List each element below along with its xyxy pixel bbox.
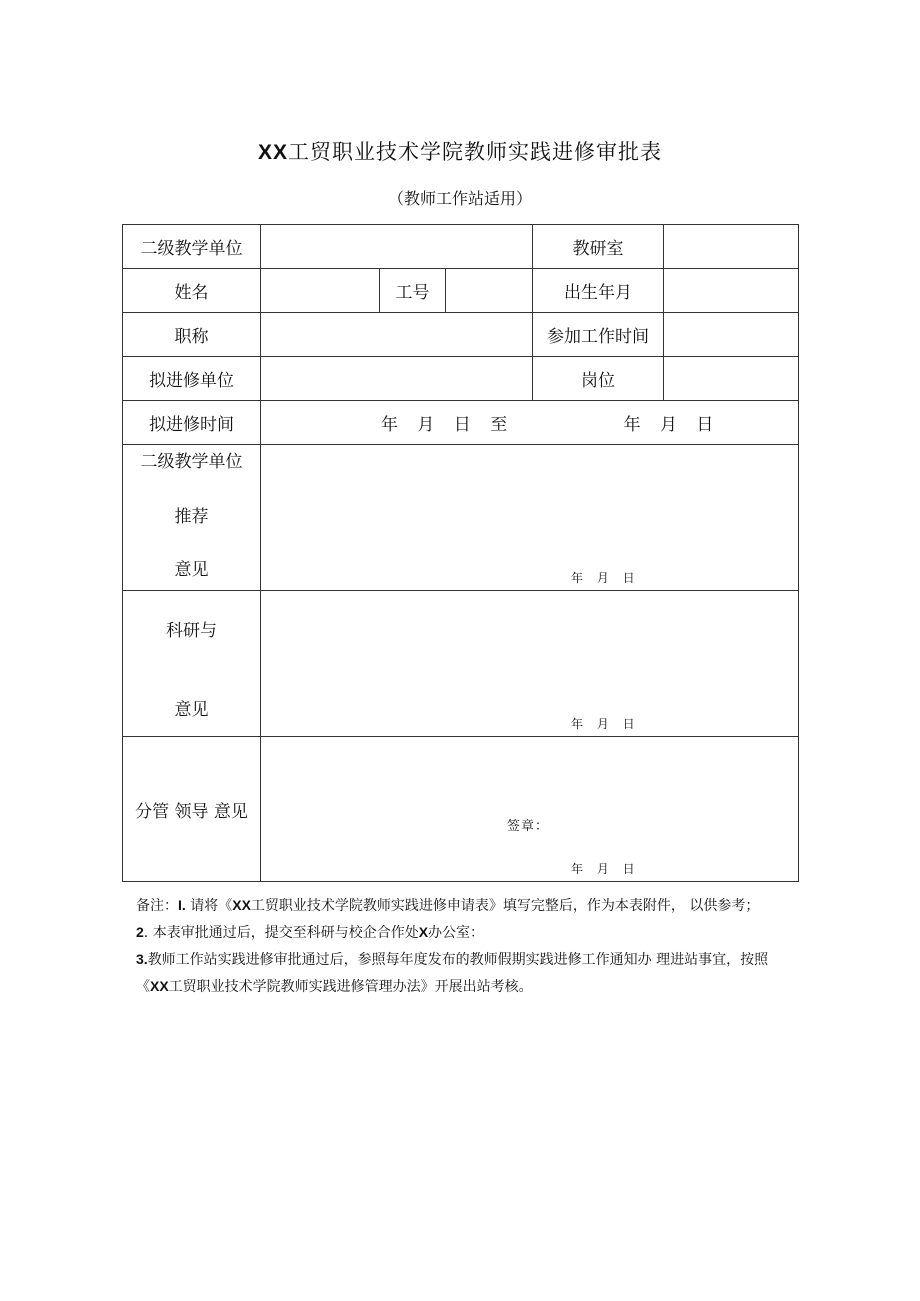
dept-opinion-field[interactable]	[261, 445, 799, 591]
period-to: 年 月 日	[623, 415, 721, 435]
title-field[interactable]	[261, 313, 533, 357]
dept-opinion-label	[123, 445, 261, 591]
research-opinion-label	[123, 591, 261, 737]
research-opinion-date: 年 月 日	[571, 717, 640, 731]
dept-opinion-line2: 推荐	[174, 507, 209, 527]
office-field[interactable]	[664, 225, 799, 269]
post-field[interactable]	[664, 357, 799, 401]
page-title	[0, 136, 920, 166]
birth-label: 出生年月	[533, 269, 664, 313]
leader-opinion-field[interactable]	[261, 737, 799, 882]
note-2-text-a: . 本表审批通过后，提交至科研与校企合作处	[143, 925, 419, 941]
note-3-text-b: 工贸职业技术学院教师实践进修管理办法》开展出站考核。	[168, 979, 533, 995]
note-1-text-a: 请将《	[185, 898, 233, 914]
note-2-text-b: 办公室：	[428, 925, 485, 941]
post-label: 岗位	[533, 357, 664, 401]
note-2-x: X	[418, 924, 429, 940]
seal-label: 签章：	[507, 819, 550, 834]
note-3-num: 3.	[136, 951, 148, 967]
leader-opinion-label: 分管 领导 意见	[123, 737, 261, 882]
note-1-xx: XX	[232, 897, 251, 913]
note-2	[136, 919, 796, 946]
name-field[interactable]	[261, 269, 380, 313]
dept-label: 二级教学单位	[123, 225, 261, 269]
work-start-field[interactable]	[664, 313, 799, 357]
target-unit-label: 拟进修单位	[123, 357, 261, 401]
title-prefix: XX	[257, 141, 288, 164]
note-1-num: I.	[178, 897, 186, 913]
approval-form-table	[122, 224, 799, 882]
id-label: 工号	[380, 269, 446, 313]
note-1	[136, 892, 796, 919]
research-opinion-line1: 科研与	[166, 621, 217, 641]
name-label: 姓名	[123, 269, 261, 313]
title-text: 工贸职业技术学院教师实践进修审批表	[288, 140, 662, 164]
dept-opinion-date: 年 月 日	[571, 571, 640, 585]
dept-opinion-line3: 意见	[174, 560, 209, 580]
period-field[interactable]	[261, 401, 799, 445]
office-label: 教研室	[533, 225, 664, 269]
research-opinion-line2: 意见	[174, 700, 209, 720]
note-2-num: 2	[136, 924, 144, 940]
target-unit-field[interactable]	[261, 357, 533, 401]
work-start-label: 参加工作时间	[533, 313, 664, 357]
dept-field[interactable]	[261, 225, 533, 269]
research-opinion-field[interactable]	[261, 591, 799, 737]
period-from: 年 月 日 至	[381, 415, 515, 435]
period-label: 拟进修时间	[123, 401, 261, 445]
notes	[136, 892, 796, 1000]
title-label: 职称	[123, 313, 261, 357]
note-prefix: 备注：	[136, 898, 178, 914]
page-subtitle: （教师工作站适用）	[387, 189, 532, 208]
id-field[interactable]	[446, 269, 533, 313]
dept-opinion-line1: 二级教学单位	[140, 452, 243, 472]
birth-field[interactable]	[664, 269, 799, 313]
note-1-text-b: 工贸职业技术学院教师实践进修申请表》填写完整后，作为本表附件， 以供参考；	[250, 898, 760, 914]
note-3-xx: XX	[150, 978, 169, 994]
note-3	[136, 946, 796, 1000]
leader-opinion-date: 年 月 日	[571, 862, 640, 876]
note-3-text-a: 教师工作站实践进修审批通过后，参照每年度发布的教师假期实践进修工作通知办 理进站事宜，按照《	[136, 952, 769, 995]
